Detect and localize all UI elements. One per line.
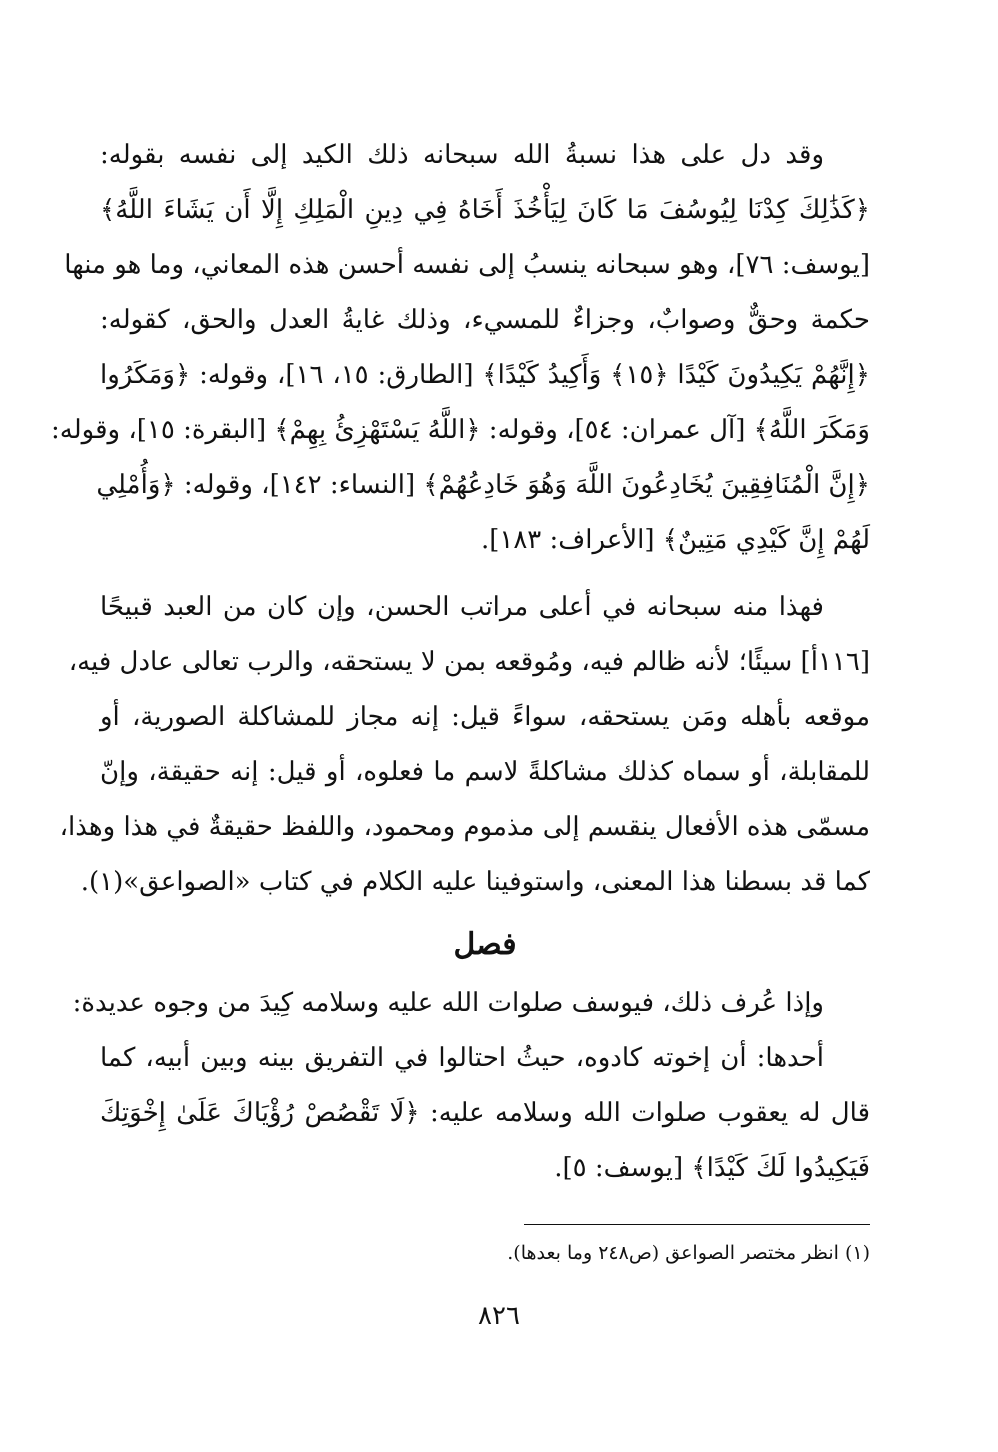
paragraph-gap: [100, 568, 870, 580]
page-body: [51, 128, 870, 1196]
footnote-separator: [524, 1224, 870, 1225]
text-line: ﴿كَذَٰلِكَ كِدْنَا لِيُوسُفَ مَا كَانَ لِيَأْخُذَ أَخَاهُ فِي دِينِ الْمَلِكِ إِلَّا أَن يَشَاءَ اللَّهُ﴾: [100, 195, 870, 225]
text-line: وإذا عُرف ذلك، فيوسف صلوات الله عليه وسلامه كِيدَ من وجوه عديدة:: [72, 988, 824, 1018]
section-heading: فصل: [453, 927, 517, 962]
text-line: موقعه بأهله ومَن يستحقه، سواءً قيل: إنه مجاز للمشاكلة الصورية، أو: [100, 702, 870, 732]
paragraph-3: [72, 976, 870, 1031]
text-line: للمقابلة، أو سماه كذلك مشاكلةً لاسم ما فعلوه، أو قيل: إنه حقيقة، وإنّ: [100, 757, 870, 787]
text-line: وقد دل على هذا نسبةُ الله سبحانه ذلك الكيد إلى نفسه بقوله:: [100, 140, 824, 170]
text-line: وَمَكَرَ اللَّهُ﴾ [آل عمران: ٥٤]، وقوله: ﴿اللَّهُ يَسْتَهْزِئُ بِهِمْ﴾ [البقرة: ١٥]، وقوله:: [51, 415, 870, 445]
text-line: أحدها: أن إخوته كادوه، حيثُ احتالوا في التفريق بينه وبين أبيه، كما: [100, 1043, 824, 1073]
text-line: [يوسف: ٧٦]، وهو سبحانه ينسبُ إلى نفسه أحسن هذه المعاني، وما هو منها: [64, 250, 870, 280]
text-line: قال له يعقوب صلوات الله وسلامه عليه: ﴿لَا تَقْصُصْ رُؤْيَاكَ عَلَىٰ إِخْوَتِكَ: [100, 1098, 870, 1128]
paragraph-1: [51, 128, 870, 568]
footnote: (١) انظر مختصر الصواعق (ص٢٤٨ وما بعدها).: [507, 1242, 870, 1264]
page-number: ٨٢٦: [478, 1301, 520, 1331]
text-line: كما قد بسطنا هذا المعنى، واستوفينا عليه الكلام في كتاب «الصواعق»(١).: [80, 867, 870, 897]
text-line: فهذا منه سبحانه في أعلى مراتب الحسن، وإن كان من العبد قبيحًا: [100, 592, 824, 622]
paragraph-2: [59, 580, 870, 910]
text-line: حكمة وحقٌّ وصوابٌ، وجزاءٌ للمسيء، وذلك غايةُ العدل والحق، كقوله:: [100, 305, 870, 335]
text-line: ﴿إِنَّهُمْ يَكِيدُونَ كَيْدًا ﴿١٥﴾ وَأَكِيدُ كَيْدًا﴾ [الطارق: ١٥، ١٦]، وقوله: ﴿وَمَكَرُوا: [100, 360, 870, 390]
text-line: فَيَكِيدُوا لَكَ كَيْدًا﴾ [يوسف: ٥].: [554, 1153, 870, 1183]
paragraph-4: [100, 1031, 870, 1196]
text-line: ﴿إِنَّ الْمُنَافِقِينَ يُخَادِعُونَ اللَّهَ وَهُوَ خَادِعُهُمْ﴾ [النساء: ١٤٢]، وقوله: ﴿وَأُمْلِي: [96, 470, 870, 500]
text-line: [١١٦أ] سيئًا؛ لأنه ظالم فيه، ومُوقعه بمن لا يستحقه، والرب تعالى عادل فيه،: [68, 647, 870, 677]
text-line: لَهُمْ إِنَّ كَيْدِي مَتِينٌ﴾ [الأعراف: ١٨٣].: [480, 525, 870, 555]
text-line: مسمّى هذه الأفعال ينقسم إلى مذموم ومحمود، واللفظ حقيقةٌ في هذا وهذا،: [59, 812, 870, 842]
